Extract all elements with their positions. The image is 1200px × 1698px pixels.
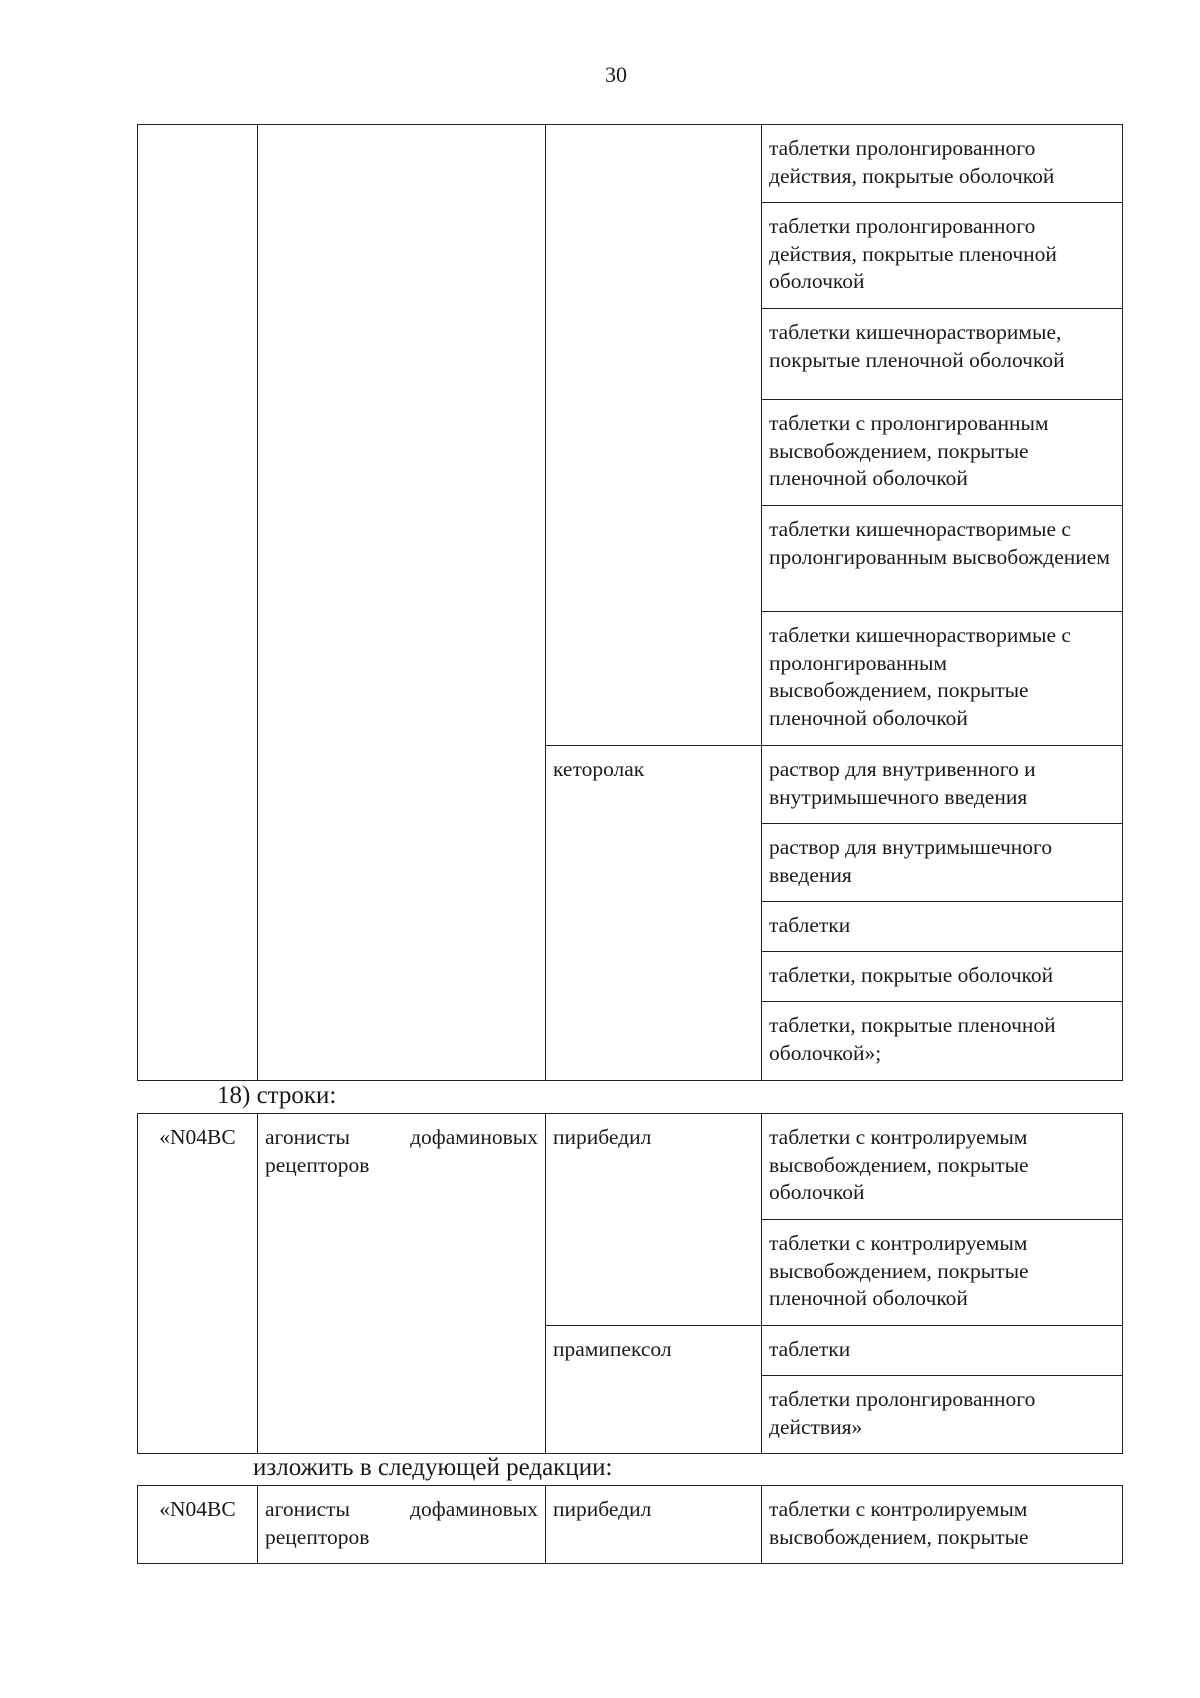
table-row bbox=[138, 1486, 1123, 1564]
dosage-form-cell: таблетки, покрытые пленочной оболочкой»; bbox=[762, 1002, 1123, 1081]
drug-table-new bbox=[137, 1485, 1123, 1564]
dosage-form-cell: раствор для внутривенного и внутримышечного введения bbox=[762, 746, 1123, 824]
drug-table-old bbox=[137, 1113, 1123, 1454]
dosage-form-cell: таблетки пролонгированного действия, покрытые оболочкой bbox=[762, 125, 1123, 203]
dosage-form-cell: раствор для внутримышечного введения bbox=[762, 824, 1123, 902]
group-name-cell: агонисты дофаминовых рецепторов bbox=[258, 1486, 546, 1564]
section-heading-18: 18) строки: bbox=[217, 1082, 337, 1109]
section-heading-edit: изложить в следующей редакции: bbox=[253, 1454, 613, 1481]
drug-name-cell: пирибедил bbox=[546, 1114, 762, 1326]
dosage-form-cell: таблетки с контролируемым высвобождением, покрытые bbox=[762, 1486, 1123, 1564]
page-number: 30 bbox=[605, 62, 627, 87]
group-name-cell bbox=[258, 125, 546, 1081]
dosage-form-cell: таблетки bbox=[762, 902, 1123, 952]
drug-name-cell: кеторолак bbox=[546, 746, 762, 1081]
dosage-form-cell: таблетки с пролонгированным высвобождением, покрытые пленочной оболочкой bbox=[762, 400, 1123, 506]
dosage-form-cell: таблетки bbox=[762, 1326, 1123, 1376]
dosage-form-cell: таблетки, покрытые оболочкой bbox=[762, 952, 1123, 1002]
dosage-form-cell: таблетки кишечнорастворимые, покрытые пленочной оболочкой bbox=[762, 309, 1123, 400]
drug-name-cell: пирибедил bbox=[546, 1486, 762, 1564]
dosage-form-cell: таблетки с контролируемым высвобождением, покрытые пленочной оболочкой bbox=[762, 1220, 1123, 1326]
atc-code-cell: «N04BC bbox=[138, 1114, 258, 1454]
drug-name-cell bbox=[546, 125, 762, 746]
dosage-form-cell: таблетки кишечнорастворимые с пролонгированным высвобождением, покрытые пленочной оболочкой bbox=[762, 612, 1123, 746]
table-row bbox=[138, 125, 1123, 203]
atc-code-cell: «N04BC bbox=[138, 1486, 258, 1564]
dosage-form-cell: таблетки пролонгированного действия, покрытые пленочной оболочкой bbox=[762, 203, 1123, 309]
dosage-form-cell: таблетки с контролируемым высвобождением, покрытые оболочкой bbox=[762, 1114, 1123, 1220]
atc-code-cell bbox=[138, 125, 258, 1081]
drug-name-cell: прамипексол bbox=[546, 1326, 762, 1454]
dosage-form-cell: таблетки пролонгированного действия» bbox=[762, 1376, 1123, 1454]
table-row bbox=[138, 1114, 1123, 1220]
drug-table-continued bbox=[137, 124, 1123, 1081]
group-name-cell: агонисты дофаминовых рецепторов bbox=[258, 1114, 546, 1454]
dosage-form-cell: таблетки кишечнорастворимые с пролонгированным высвобождением bbox=[762, 506, 1123, 612]
